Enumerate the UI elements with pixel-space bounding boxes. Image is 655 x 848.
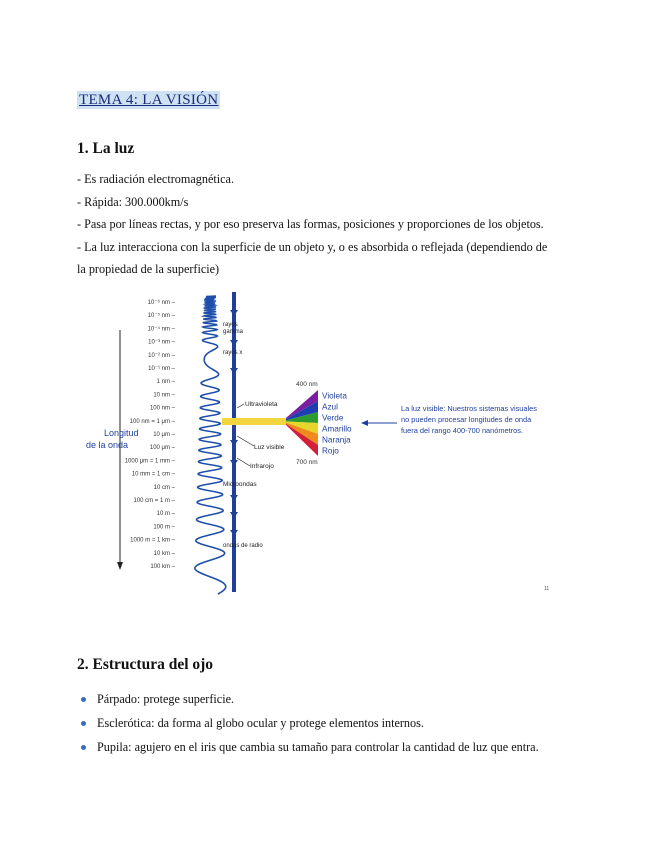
band-label: ondas de radio — [223, 543, 263, 549]
scale-label: 10 mm = 1 cm – — [131, 471, 175, 478]
scale-label: 100 μm – — [149, 445, 175, 452]
axis-arrow — [230, 460, 238, 466]
note-line: fuera del rango 400-700 nanómetros. — [401, 426, 524, 435]
axis-arrow — [230, 368, 238, 374]
light-paragraph — [77, 168, 587, 281]
scale-label: 100 nm – — [149, 405, 175, 412]
color-names — [322, 392, 352, 456]
axis-arrow — [230, 440, 238, 446]
band-label: rayos — [223, 322, 238, 328]
color-name: Rojo — [322, 446, 339, 456]
bullet-icon — [81, 697, 86, 702]
text-line: - Pasa por líneas rectas, y por eso preserva las formas, posiciones y proporciones de los objetos. — [77, 217, 544, 231]
list-item: Pupila: agujero en el iris que cambia su tamaño para controlar la cantidad de luz que entra. — [77, 735, 539, 759]
color-name: Verde — [322, 413, 344, 423]
scale-label: 10⁻⁴ nm – — [147, 326, 175, 333]
scale-label: 10 nm – — [153, 392, 175, 399]
axis-arrow — [230, 512, 238, 518]
scale-label: 100 m – — [153, 524, 175, 531]
scale-label: 10⁻³ nm – — [148, 339, 175, 346]
bullet-icon — [81, 721, 86, 726]
axis-arrow — [230, 530, 238, 536]
band-label: Infrarojo — [250, 463, 274, 470]
scale-label: 10 km – — [153, 550, 175, 557]
slide-number: 11 — [544, 586, 550, 592]
text-line: la propiedad de la superficie) — [77, 262, 220, 276]
section-heading-eye: 2. Estructura del ojo — [77, 656, 214, 673]
color-name: Violeta — [322, 391, 347, 401]
scale-label: 1000 m = 1 km – — [130, 537, 175, 544]
axis-label: Longitud — [104, 428, 139, 438]
band-label: Ultravioleta — [245, 401, 278, 408]
scale-label: 1000 μm = 1 mm – — [124, 458, 175, 465]
text-line: - Rápida: 300.000km/s — [77, 194, 189, 209]
wave-curve — [195, 296, 226, 594]
axis-label: de la onda — [86, 440, 129, 450]
text-line: - Es radiación electromagnética. — [77, 172, 235, 186]
scale-label: 10 μm – — [153, 432, 175, 438]
scale-label: 1 nm – — [156, 379, 175, 386]
note-line: no pueden procesar longitudes de onda — [401, 415, 532, 424]
section-heading-light: 1. La luz — [77, 140, 135, 157]
list-item: Párpado: protege superficie. — [77, 687, 539, 711]
scale-label: 100 km – — [150, 564, 175, 570]
page-title: TEMA 4: LA VISIÓN — [79, 92, 219, 108]
text-line: - La luz interacciona con la superficie de un objeto y, o es absorbida o reflejada (dependiendo de — [77, 239, 548, 254]
band-label: Microondas — [223, 481, 257, 488]
note-line: La luz visible: Nuestros sistemas visuales — [401, 404, 537, 413]
scale-label: 100 cm = 1 m – — [133, 498, 175, 504]
scale-label: 10 cm – — [153, 484, 175, 491]
nm-700-label: 700 nm — [296, 459, 318, 466]
scale-label: 10 m – — [156, 511, 175, 518]
band-label: rayos x — [223, 350, 243, 356]
eye-structure-list — [77, 687, 539, 759]
electromagnetic-spectrum-figure — [86, 290, 562, 600]
scale-label: 10⁻² nm – — [148, 352, 175, 359]
axis-arrow — [230, 340, 238, 346]
axis-arrow — [230, 495, 238, 501]
axis-arrowhead — [117, 562, 123, 570]
band-label: gamma — [223, 329, 244, 335]
color-name: Naranja — [322, 435, 351, 445]
scale-label: 100 nm = 1 μm – — [129, 418, 175, 425]
scale-label: 10⁻⁵ nm – — [147, 313, 175, 320]
list-item: Esclerótica: da forma al globo ocular y protege elementos internos. — [77, 711, 539, 735]
visible-color-fan — [286, 390, 318, 456]
axis-arrow — [230, 310, 238, 316]
nm-400-label: 400 nm — [296, 381, 318, 388]
bullet-icon — [81, 745, 86, 750]
visible-beam — [222, 418, 286, 425]
scale-label: 10⁻¹ nm – — [148, 366, 175, 372]
color-name: Amarillo — [322, 424, 352, 434]
scale-label: 10⁻⁶ nm – — [147, 300, 175, 306]
color-name: Azul — [322, 402, 338, 412]
band-label: Luz visible — [254, 444, 285, 451]
